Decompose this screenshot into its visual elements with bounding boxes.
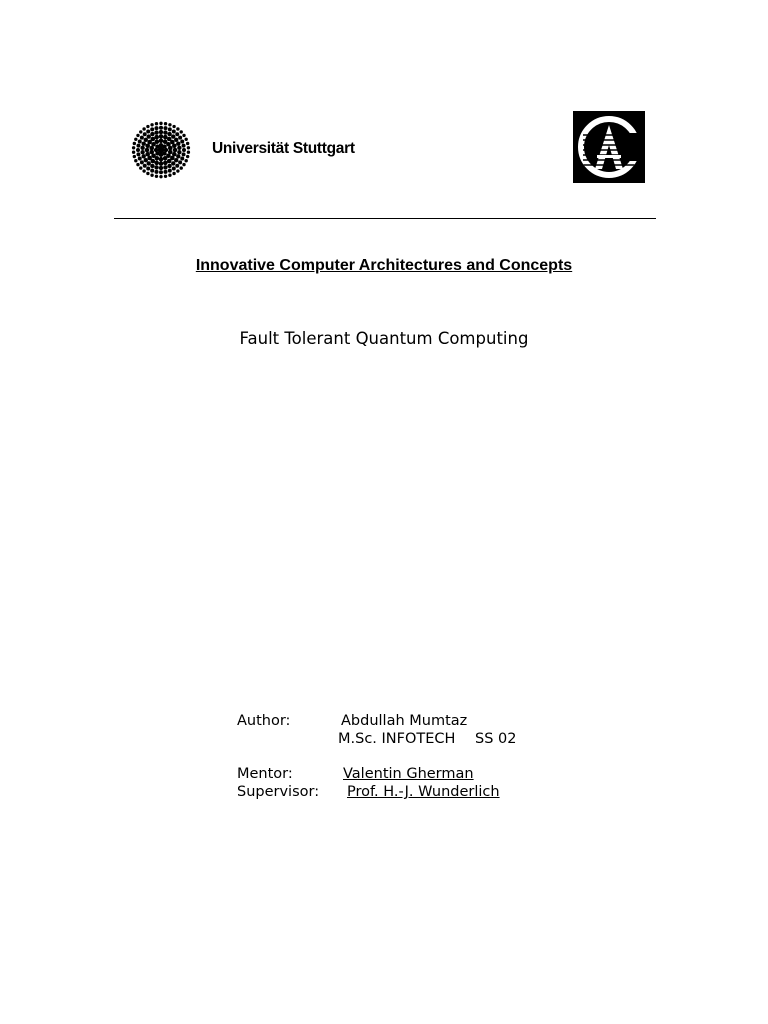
- logo-dot: [136, 152, 140, 156]
- logo-dot: [154, 130, 158, 134]
- logo-dot: [186, 142, 189, 145]
- logo-dot: [182, 148, 186, 152]
- logo-dot: [162, 144, 166, 148]
- logo-dot: [136, 144, 140, 148]
- logo-dot: [159, 161, 164, 166]
- logo-dot: [176, 127, 179, 130]
- logo-dot: [163, 156, 168, 161]
- logo-dot: [180, 139, 184, 143]
- logo-dot: [142, 169, 145, 172]
- logo-dot: [168, 174, 171, 177]
- logo-dot: [176, 141, 180, 145]
- logo-dot: [159, 166, 163, 170]
- logo-dot: [140, 160, 144, 164]
- logo-dot: [164, 122, 167, 125]
- logo-dot: [172, 167, 176, 171]
- logo-dot: [154, 165, 158, 169]
- logo-dot: [136, 148, 140, 152]
- logo-dot: [168, 123, 171, 126]
- logo-dot: [159, 175, 162, 178]
- logo-dot: [180, 130, 183, 133]
- logo-dot: [159, 138, 164, 143]
- logo-dot: [154, 135, 159, 140]
- logo-dot: [143, 132, 147, 136]
- logo-dot: [134, 138, 137, 141]
- header-divider: [114, 218, 656, 219]
- logo-dot: [163, 165, 167, 169]
- logo-dot: [172, 172, 175, 175]
- logo-dot: [138, 157, 142, 161]
- logo-dot: [159, 126, 163, 130]
- logo-dot: [182, 134, 185, 137]
- logo-dot: [175, 164, 179, 168]
- logo-dot: [177, 146, 181, 150]
- logo-dot: [155, 126, 159, 130]
- logo-dot: [167, 159, 172, 164]
- logo-dot: [164, 175, 167, 178]
- logo-dot: [163, 130, 167, 134]
- logo-dot: [171, 161, 175, 165]
- logo-dot: [186, 155, 189, 158]
- logo-dot: [150, 169, 154, 173]
- logo-dot: [159, 130, 163, 134]
- logo-dot: [147, 161, 151, 165]
- author-name: Abdullah Mumtaz: [341, 713, 468, 729]
- logo-dot: [150, 127, 154, 131]
- document-title: Fault Tolerant Quantum Computing: [239, 329, 529, 348]
- logo-dot: [176, 154, 180, 158]
- logo-dot: [139, 130, 142, 133]
- logo-dot: [150, 137, 155, 142]
- logo-dot: [172, 125, 175, 128]
- logo-dot: [146, 129, 150, 133]
- mentor-name-link[interactable]: Valentin Gherman: [343, 766, 474, 782]
- logo-dot: [155, 122, 158, 125]
- logo-dot: [168, 169, 172, 173]
- logo-dot: [178, 160, 182, 164]
- mentor-label: Mentor:: [237, 766, 293, 782]
- course-title: Innovative Computer Architectures and Concepts: [195, 257, 573, 274]
- logo-dot: [139, 166, 142, 169]
- logo-dot: [180, 157, 184, 161]
- supervisor-label: Supervisor:: [237, 784, 320, 800]
- logo-dot: [154, 161, 159, 166]
- logo-dot: [176, 169, 179, 172]
- university-name: Universität Stuttgart: [212, 140, 355, 157]
- logo-dot: [155, 170, 159, 174]
- logo-dot: [133, 155, 136, 158]
- logo-dot: [163, 126, 167, 130]
- semester: SS 02: [475, 731, 517, 747]
- logo-dot: [147, 134, 151, 138]
- logo-dot: [174, 158, 178, 162]
- logo-dot: [159, 134, 164, 139]
- logo-dot: [171, 134, 175, 138]
- logo-dot: [182, 152, 186, 156]
- author-label: Author:: [237, 713, 291, 729]
- logo-dot: [140, 146, 144, 150]
- university-logo-icon: [128, 118, 194, 182]
- logo-dot: [163, 135, 168, 140]
- logo-dot: [159, 122, 162, 125]
- logo-dot: [142, 141, 146, 145]
- logo-dot: [142, 154, 146, 158]
- logo-dot: [187, 151, 190, 154]
- logo-dot: [168, 127, 172, 131]
- logo-dot: [145, 148, 150, 153]
- logo-dot: [182, 163, 185, 166]
- logo-dot: [177, 150, 181, 154]
- logo-dot: [163, 170, 167, 174]
- logo-dot: [155, 139, 160, 144]
- logo-dot: [172, 129, 176, 133]
- logo-dot: [140, 150, 144, 154]
- logo-dot: [145, 152, 150, 157]
- logo-dot: [159, 157, 164, 162]
- logo-dot: [143, 164, 147, 168]
- logo-dot: [150, 123, 153, 126]
- logo-dot: [132, 151, 135, 154]
- logo-dot: [155, 175, 158, 178]
- logo-dot: [178, 136, 182, 140]
- logo-dot: [150, 132, 154, 136]
- logo-dot: [167, 132, 171, 136]
- logo-dot: [182, 144, 186, 148]
- logo-dot: [175, 132, 179, 136]
- logo-dot: [173, 148, 178, 153]
- logo-dot: [150, 174, 153, 177]
- logo-dot: [187, 146, 190, 149]
- logo-dot: [184, 159, 187, 162]
- logo-dot: [142, 127, 145, 130]
- logo-dot: [134, 159, 137, 162]
- logo-dot: [184, 138, 187, 141]
- logo-dot: [140, 136, 144, 140]
- supervisor-name-link[interactable]: Prof. H.-J. Wunderlich: [347, 784, 500, 800]
- logo-dot: [136, 134, 139, 137]
- department-logo-icon: [573, 111, 645, 183]
- logo-dot: [146, 172, 149, 175]
- logo-dot: [159, 170, 163, 174]
- logo-dot: [144, 138, 148, 142]
- logo-dot: [144, 158, 148, 162]
- logo-dot: [133, 142, 136, 145]
- logo-dot: [138, 139, 142, 143]
- logo-dot: [149, 150, 154, 155]
- logo-dot: [180, 166, 183, 169]
- logo-dot: [167, 164, 171, 168]
- logo-dot: [136, 163, 139, 166]
- program: M.Sc. INFOTECH: [338, 731, 456, 747]
- logo-dot: [168, 146, 173, 151]
- logo-dot: [174, 138, 178, 142]
- logo-dot: [150, 164, 154, 168]
- logo-dot: [146, 167, 150, 171]
- logo-dot: [132, 146, 135, 149]
- logo-dot: [146, 125, 149, 128]
- logo-dot: [172, 144, 177, 149]
- logo-dot: [163, 161, 168, 166]
